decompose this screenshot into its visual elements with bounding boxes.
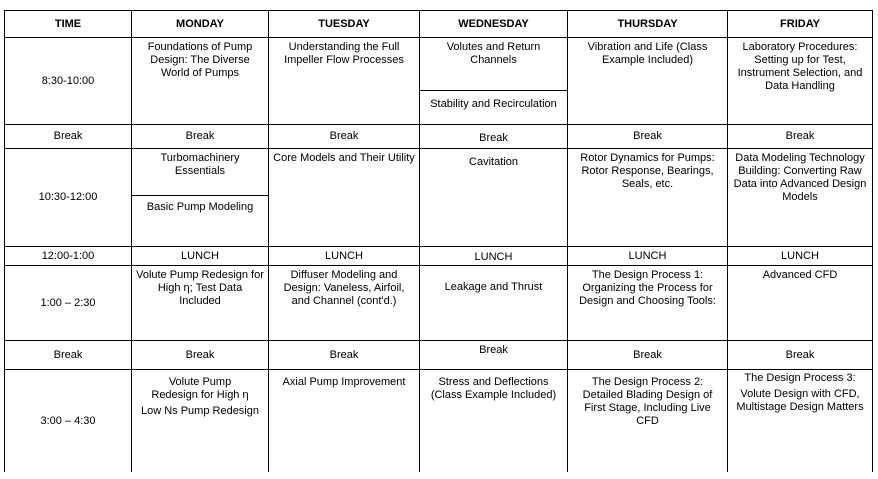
- header-wednesday: WEDNESDAY: [420, 10, 568, 38]
- session-monday-2a: Turbomachinery Essentials: [132, 149, 269, 196]
- break-wednesday-2: Break: [420, 341, 568, 370]
- session-tuesday-2: Core Models and Their Utility: [269, 149, 420, 247]
- time-slot-4: 3:00 – 4:30: [4, 370, 132, 472]
- session-friday-4b: Volute Design with CFD, Multistage Design Matters: [736, 388, 864, 413]
- header-time: TIME: [4, 10, 132, 38]
- break-tuesday-2: Break: [269, 341, 420, 370]
- session-thursday-4: The Design Process 2: Detailed Blading Design of First Stage, Including Live CFD: [568, 370, 728, 472]
- break-time-1: Break: [4, 125, 132, 149]
- break-monday-1: Break: [132, 125, 269, 149]
- session-friday-4: [728, 370, 873, 472]
- schedule-table: [4, 10, 873, 472]
- time-slot-1: 8:30-10:00: [4, 38, 132, 125]
- session-monday-4: [132, 370, 269, 472]
- session-thursday-3: The Design Process 1: Organizing the Process for Design and Choosing Tools:: [568, 266, 728, 341]
- session-monday-4b: Low Ns Pump Redesign: [140, 405, 259, 417]
- session-wednesday-1b: Stability and Recirculation: [420, 91, 568, 125]
- break-monday-2: Break: [132, 341, 269, 370]
- session-tuesday-1: Understanding the Full Impeller Flow Processes: [269, 38, 420, 125]
- lunch-tuesday: LUNCH: [269, 247, 420, 266]
- break-tuesday-1: Break: [269, 125, 420, 149]
- session-thursday-1: Vibration and Life (Class Example Included): [568, 38, 728, 125]
- session-wednesday-3: Leakage and Thrust: [420, 266, 568, 341]
- session-wednesday-2: Cavitation: [420, 149, 568, 247]
- session-monday-1: Foundations of Pump Design: The Diverse World of Pumps: [132, 38, 269, 125]
- lunch-wednesday: LUNCH: [420, 247, 568, 266]
- header-friday: FRIDAY: [728, 10, 873, 38]
- break-friday-2: Break: [728, 341, 873, 370]
- session-monday-4a: Volute Pump Redesign for High η: [151, 376, 249, 401]
- session-friday-4a: The Design Process 3:: [744, 372, 856, 384]
- break-thursday-2: Break: [568, 341, 728, 370]
- session-tuesday-4: Axial Pump Improvement: [269, 370, 420, 472]
- lunch-monday: LUNCH: [132, 247, 269, 266]
- header-tuesday: TUESDAY: [269, 10, 420, 38]
- lunch-friday: LUNCH: [728, 247, 873, 266]
- header-thursday: THURSDAY: [568, 10, 728, 38]
- header-monday: MONDAY: [132, 10, 269, 38]
- session-monday-3: Volute Pump Redesign for High η; Test Data Included: [132, 266, 269, 341]
- lunch-thursday: LUNCH: [568, 247, 728, 266]
- time-slot-2: 10:30-12:00: [4, 149, 132, 247]
- break-thursday-1: Break: [568, 125, 728, 149]
- session-friday-2: Data Modeling Technology Building: Converting Raw Data into Advanced Design Models: [728, 149, 873, 247]
- session-wednesday-4: Stress and Deflections (Class Example Included): [420, 370, 568, 472]
- session-monday-2b: Basic Pump Modeling: [132, 196, 269, 247]
- session-friday-1: Laboratory Procedures: Setting up for Test, Instrument Selection, and Data Handling: [728, 38, 873, 125]
- session-tuesday-3: Diffuser Modeling and Design: Vaneless, Airfoil, and Channel (cont'd.): [269, 266, 420, 341]
- session-friday-3: Advanced CFD: [728, 266, 873, 341]
- lunch-time: 12:00-1:00: [4, 247, 132, 266]
- break-wednesday-1: Break: [420, 125, 568, 149]
- break-friday-1: Break: [728, 125, 873, 149]
- time-slot-3: 1:00 – 2:30: [4, 266, 132, 341]
- session-wednesday-1a: Volutes and Return Channels: [420, 38, 568, 91]
- session-thursday-2: Rotor Dynamics for Pumps: Rotor Response, Bearings, Seals, etc.: [568, 149, 728, 247]
- break-time-2: Break: [4, 341, 132, 370]
